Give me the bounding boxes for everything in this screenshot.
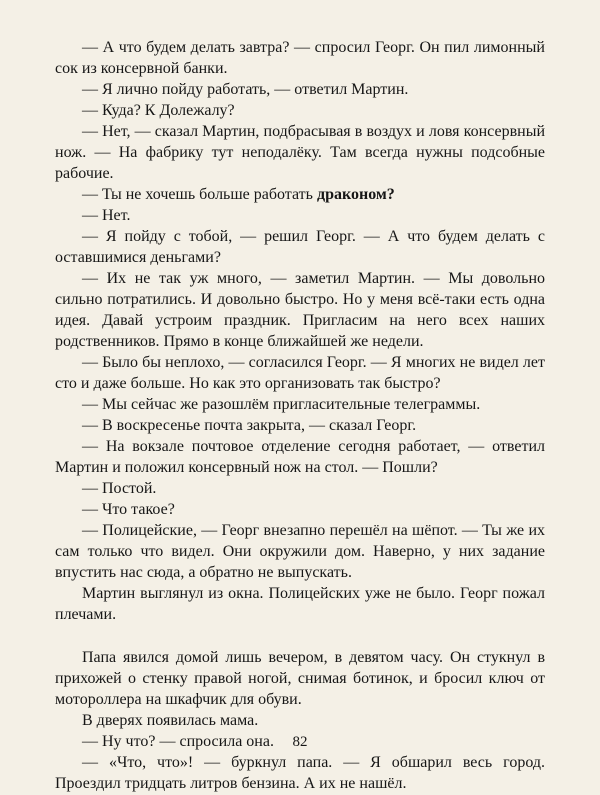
page-number: 82 xyxy=(292,734,308,750)
paragraph: — «Что, что»! — буркнул папа. — Я обшарил весь город. Проездил тридцать литров бензина. А их не нашёл. xyxy=(55,754,545,792)
paragraph: — Я лично пойду работать, — ответил Мартин. xyxy=(82,81,409,98)
bold-word: драконом? xyxy=(316,186,395,203)
paragraph: Мартин выглянул из окна. Полицейских уже не было. Георг пожал плечами. xyxy=(55,585,545,623)
paragraph: Папа явился домой лишь вечером, в девятом часу. Он стукнул в прихожей о стенку правой ногой, снимая ботинок, и бросил ключ от мотороллера на шкафчик для обуви. xyxy=(55,649,545,708)
paragraph: — Постой. xyxy=(82,480,157,497)
paragraph: — Ну что? — спросила она. xyxy=(82,733,274,750)
paragraph: — Полицейские, — Георг внезапно перешёл на шёпот. — Ты же их сам только что видел. Они окружили дом. Наверно, у них задание впустить нас сюда, а обратно не выпускать. xyxy=(55,522,545,581)
paragraph: — Нет, — сказал Мартин, подбрасывая в воздух и ловя консервный нож. — На фабрику тут неподалёку. Там всегда нужны подсобные рабочие. xyxy=(55,123,545,182)
paragraph: — Их не так уж много, — заметил Мартин. — Мы довольно сильно потратились. И довольно быстро. Но у меня всё-таки есть одна идея. Давай устроим праздник. Пригласим на него всех наших родственников. Прямо в конце ближайшей же недели. xyxy=(55,270,545,350)
paragraph: — Куда? К Долежалу? xyxy=(82,102,235,119)
paragraph: — Мы сейчас же разошлём пригласительные телеграммы. xyxy=(82,396,481,413)
paragraph xyxy=(55,184,545,205)
paragraph: — Нет. xyxy=(82,207,131,224)
paragraph-text: — Ты не хочешь больше работать xyxy=(82,186,317,203)
paragraph: — На вокзале почтовое отделение сегодня работает, — ответил Мартин и положил консервный нож на стол. — Пошли? xyxy=(55,438,545,476)
paragraph: — Было бы неплохо, — согласился Георг. — Я многих не видел лет сто и даже больше. Но как это организовать так быстро? xyxy=(55,354,545,392)
page-text xyxy=(55,37,545,794)
paragraph: В дверях появилась мама. xyxy=(82,712,259,729)
section-break xyxy=(55,625,545,647)
paragraph: — В воскресенье почта закрыта, — сказал Георг. xyxy=(82,417,417,434)
paragraph: — Что такое? xyxy=(82,501,175,518)
paragraph: — Я пойду с тобой, — решил Георг. — А что будем делать с оставшимися деньгами? xyxy=(55,228,545,266)
paragraph: — А что будем делать завтра? — спросил Георг. Он пил лимонный сок из консервной банки. xyxy=(55,39,545,77)
